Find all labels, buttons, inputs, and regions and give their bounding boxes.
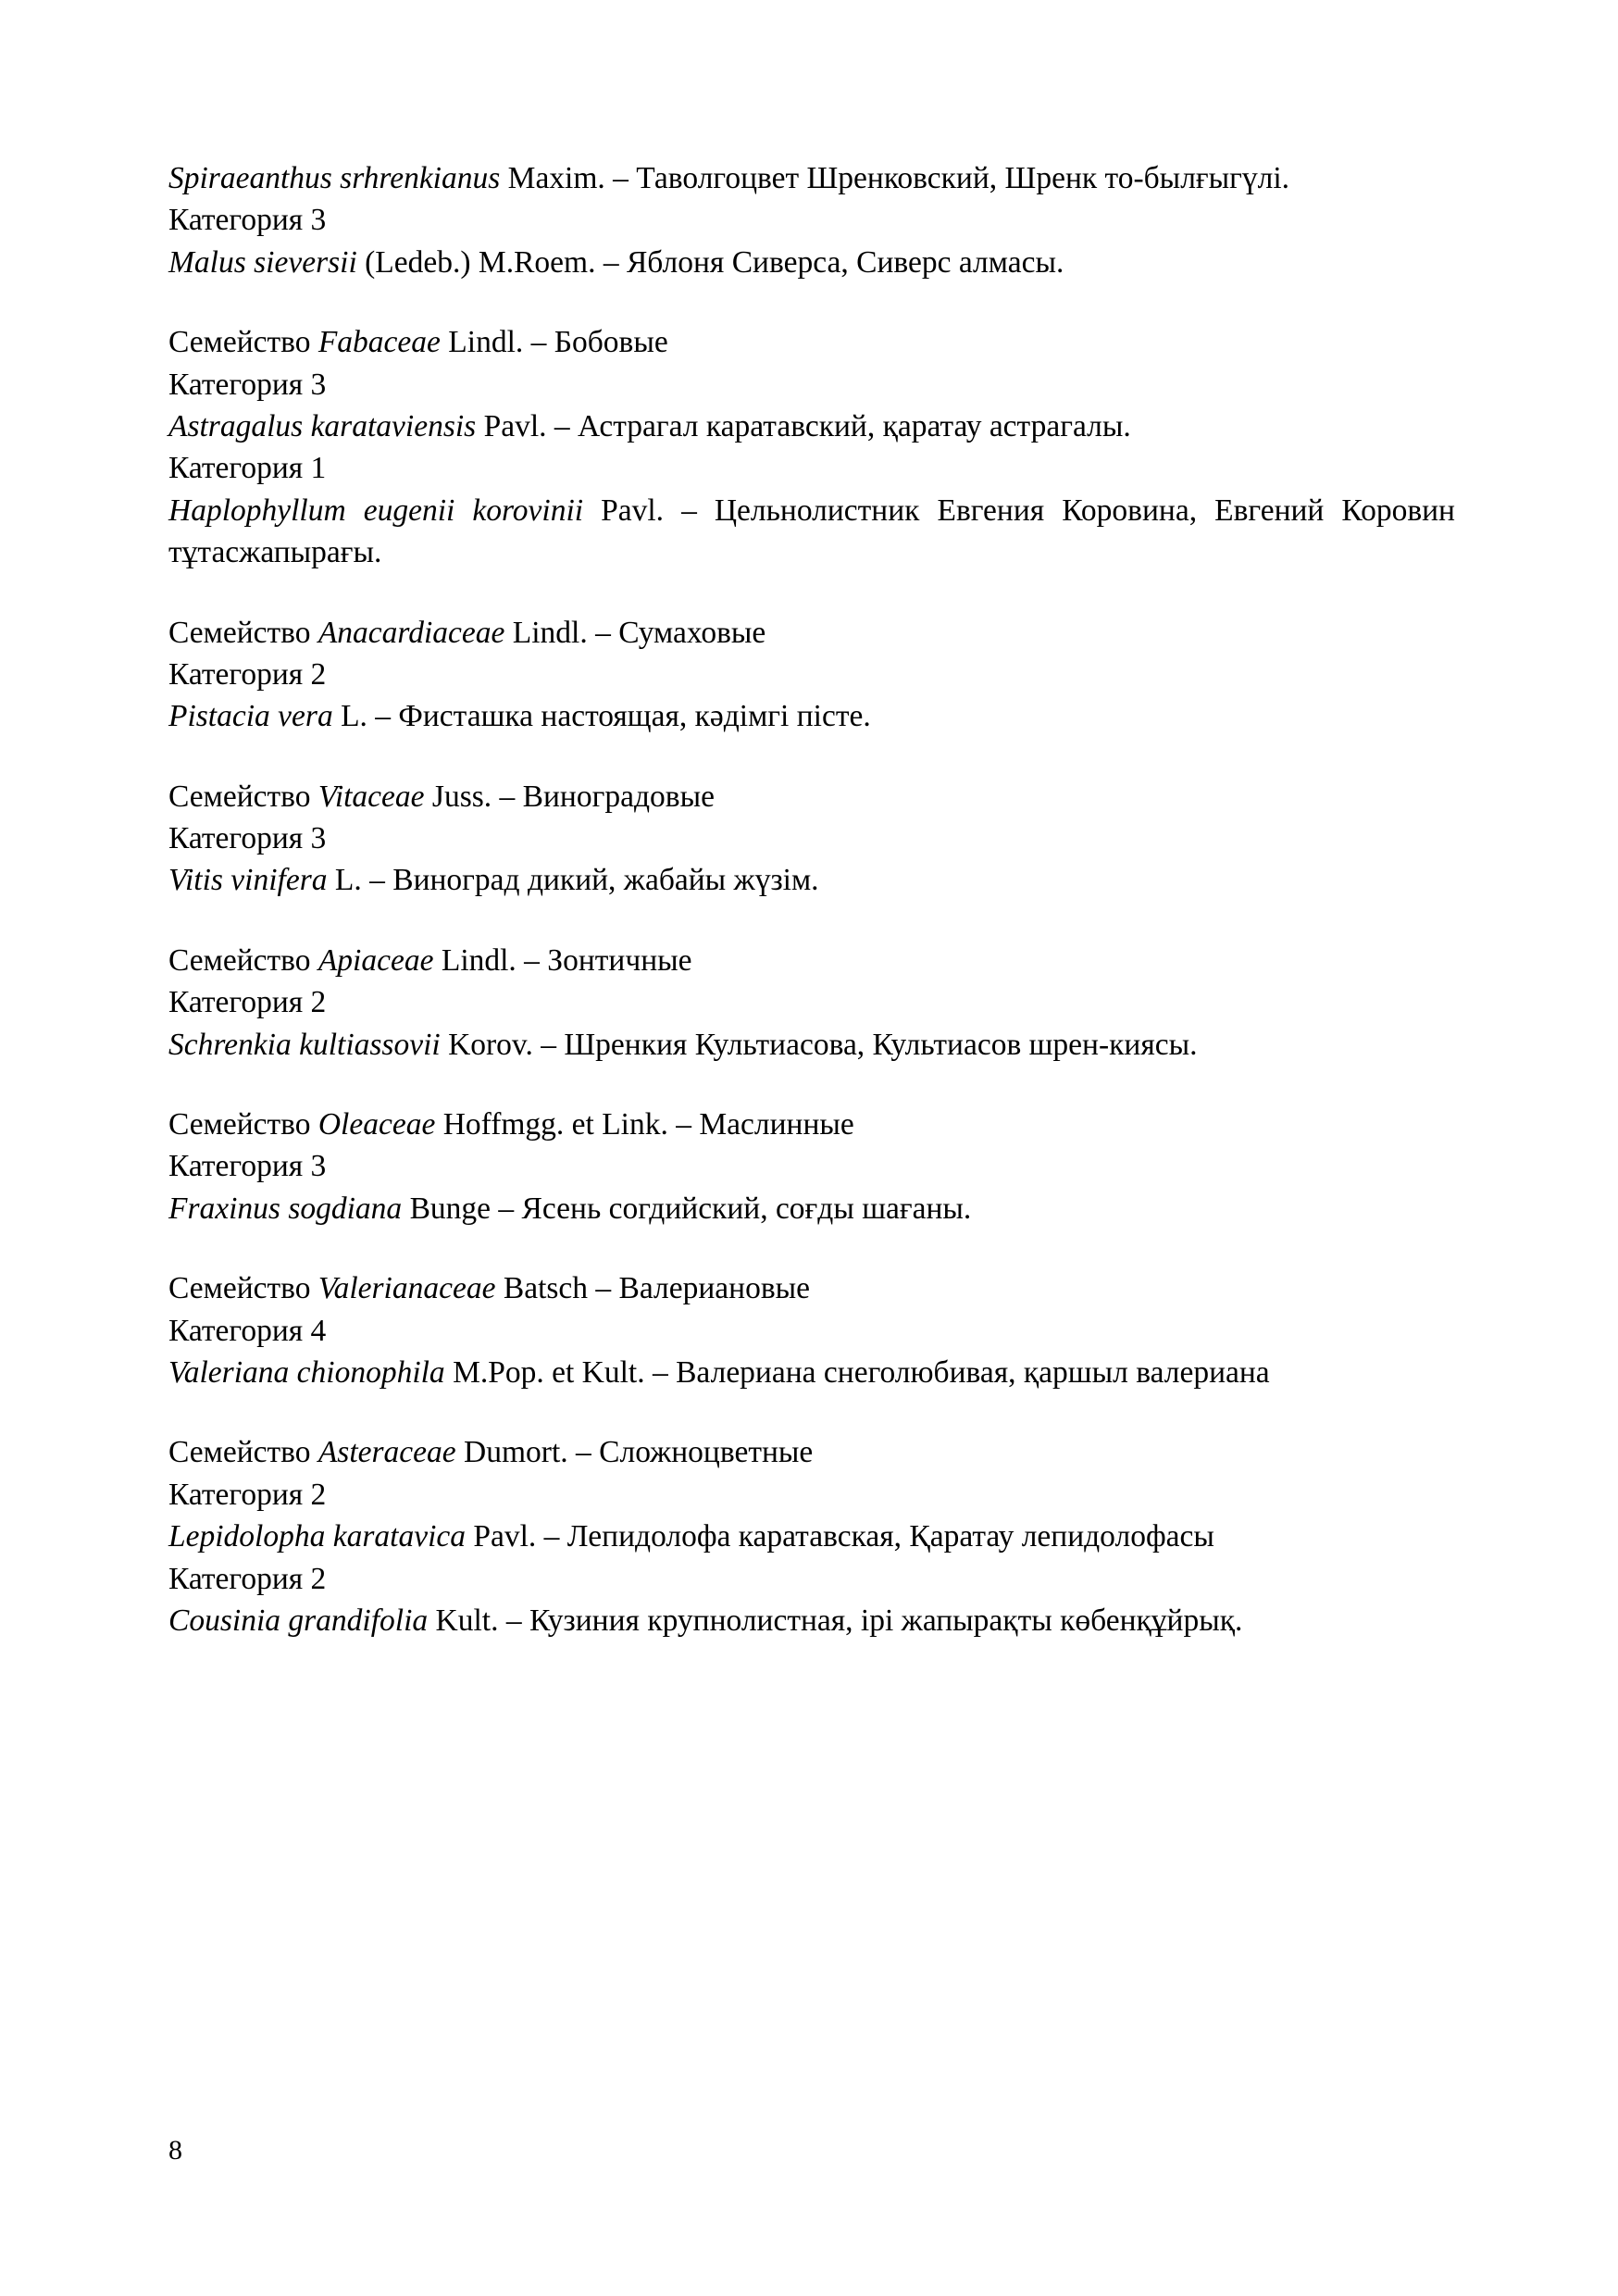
entry-description: (Ledeb.) M.Roem. – Яблоня Сиверса, Сиверс алмасы. (356, 244, 1064, 280)
entry-description: Juss. – Виноградовые (424, 779, 715, 814)
species-entry (168, 1352, 1455, 1393)
species-entry (168, 1188, 1455, 1229)
category-line: Категория 2 (168, 656, 327, 692)
latin-name: Haplophyllum eugenii korovinii (168, 493, 584, 528)
paragraph-spacer (168, 1229, 1455, 1267)
latin-name: Fraxinus sogdiana (168, 1191, 403, 1226)
latin-name: Schrenkia kultiassovii (168, 1027, 441, 1062)
entry-description: Pavl. – Лепидолофа каратавская, Қаратау лепидолофасы (466, 1519, 1214, 1554)
species-entry (168, 406, 1455, 447)
category-line: Категория 3 (168, 203, 327, 238)
entry-description: Lindl. – Бобовые (440, 325, 668, 360)
latin-name: Spiraeanthus srhrenkianus (168, 161, 501, 195)
entry-description: Hoffmgg. et Link. – Маслинные (435, 1107, 854, 1142)
species-entry (168, 490, 1455, 574)
entry-description: Dumort. – Сложноцветные (455, 1435, 814, 1470)
paragraph-spacer (168, 738, 1455, 776)
latin-name: Astragalus karataviensis (168, 408, 477, 443)
species-entry (168, 940, 1455, 981)
entry-description: Bunge – Ясень согдийский, соғды шағаны. (402, 1191, 972, 1226)
latin-name: Valerianaceae (317, 1271, 496, 1306)
species-entry (168, 776, 1455, 817)
paragraph-spacer (168, 1066, 1455, 1104)
family-label: Семейство (168, 325, 318, 360)
species-entry (168, 1516, 1455, 1557)
category-line: Категория 2 (168, 1477, 327, 1512)
category-line: Категория 1 (168, 451, 327, 486)
species-entry (168, 1024, 1455, 1066)
species-entry (168, 1600, 1455, 1641)
family-label: Семейство (168, 1107, 318, 1142)
entry-description: M.Pop. et Kult. – Валериана снеголюбивая, қаршыл валериана (444, 1354, 1270, 1390)
entry-description: Batsch – Валериановые (495, 1271, 811, 1306)
category-line: Категория 2 (168, 985, 327, 1020)
entry-description: L. – Фисташка настоящая, кәдімгі пісте. (332, 699, 871, 734)
paragraph-spacer (168, 902, 1455, 940)
latin-name: Vitis vinifera (168, 863, 328, 898)
page-number: 8 (168, 2135, 182, 2165)
latin-name: Lepidolopha karatavica (168, 1519, 466, 1554)
species-entry (168, 242, 1455, 283)
family-label: Семейство (168, 942, 318, 978)
latin-name: Malus sieversii (168, 244, 357, 280)
family-label: Семейство (168, 1271, 318, 1306)
latin-name: Valeriana chionophila (168, 1354, 445, 1390)
entry-description: Pavl. – Цельнолистник Евгения Коровина, Евгений Коровин тұтасжапырағы. (168, 493, 1455, 570)
entry-description: Kult. – Кузиния крупнолистная, ірі жапырақты көбенқұйрық. (428, 1603, 1243, 1638)
category-line: Категория 4 (168, 1313, 327, 1348)
latin-name: Oleaceae (317, 1107, 436, 1142)
entry-description: Lindl. – Зонтичные (433, 942, 692, 978)
latin-name: Fabaceae (317, 325, 441, 360)
species-entry (168, 859, 1455, 901)
category-line: Категория 3 (168, 821, 327, 856)
category-line: Категория 2 (168, 1561, 327, 1596)
page-body-text (168, 157, 1455, 1641)
paragraph-spacer (168, 1393, 1455, 1431)
family-label: Семейство (168, 615, 318, 650)
species-entry (168, 321, 1455, 363)
species-entry (168, 1431, 1455, 1473)
species-entry (168, 157, 1455, 199)
latin-name: Cousinia grandifolia (168, 1603, 429, 1638)
species-entry (168, 695, 1455, 737)
latin-name: Vitaceae (317, 779, 425, 814)
family-label: Семейство (168, 1435, 318, 1470)
species-entry (168, 1267, 1455, 1309)
family-label: Семейство (168, 779, 318, 814)
species-entry (168, 1104, 1455, 1145)
category-line: Категория 3 (168, 1149, 327, 1184)
category-line: Категория 3 (168, 367, 327, 402)
paragraph-spacer (168, 283, 1455, 321)
paragraph-spacer (168, 574, 1455, 612)
entry-description: L. – Виноград дикий, жабайы жүзім. (327, 863, 819, 898)
latin-name: Anacardiaceae (317, 615, 505, 650)
entry-description: Lindl. – Сумаховые (504, 615, 766, 650)
latin-name: Apiaceae (317, 942, 434, 978)
entry-description: Pavl. – Астрагал каратавский, қаратау астрагалы. (476, 408, 1131, 443)
entry-description: Maxim. – Таволгоцвет Шренковский, Шренк то-былғыгүлі. (500, 161, 1290, 195)
species-entry (168, 612, 1455, 654)
entry-description: Korov. – Шренкия Культиасова, Культиасов шрен-киясы. (440, 1027, 1198, 1062)
latin-name: Pistacia vera (168, 699, 333, 734)
latin-name: Asteraceae (317, 1435, 456, 1470)
